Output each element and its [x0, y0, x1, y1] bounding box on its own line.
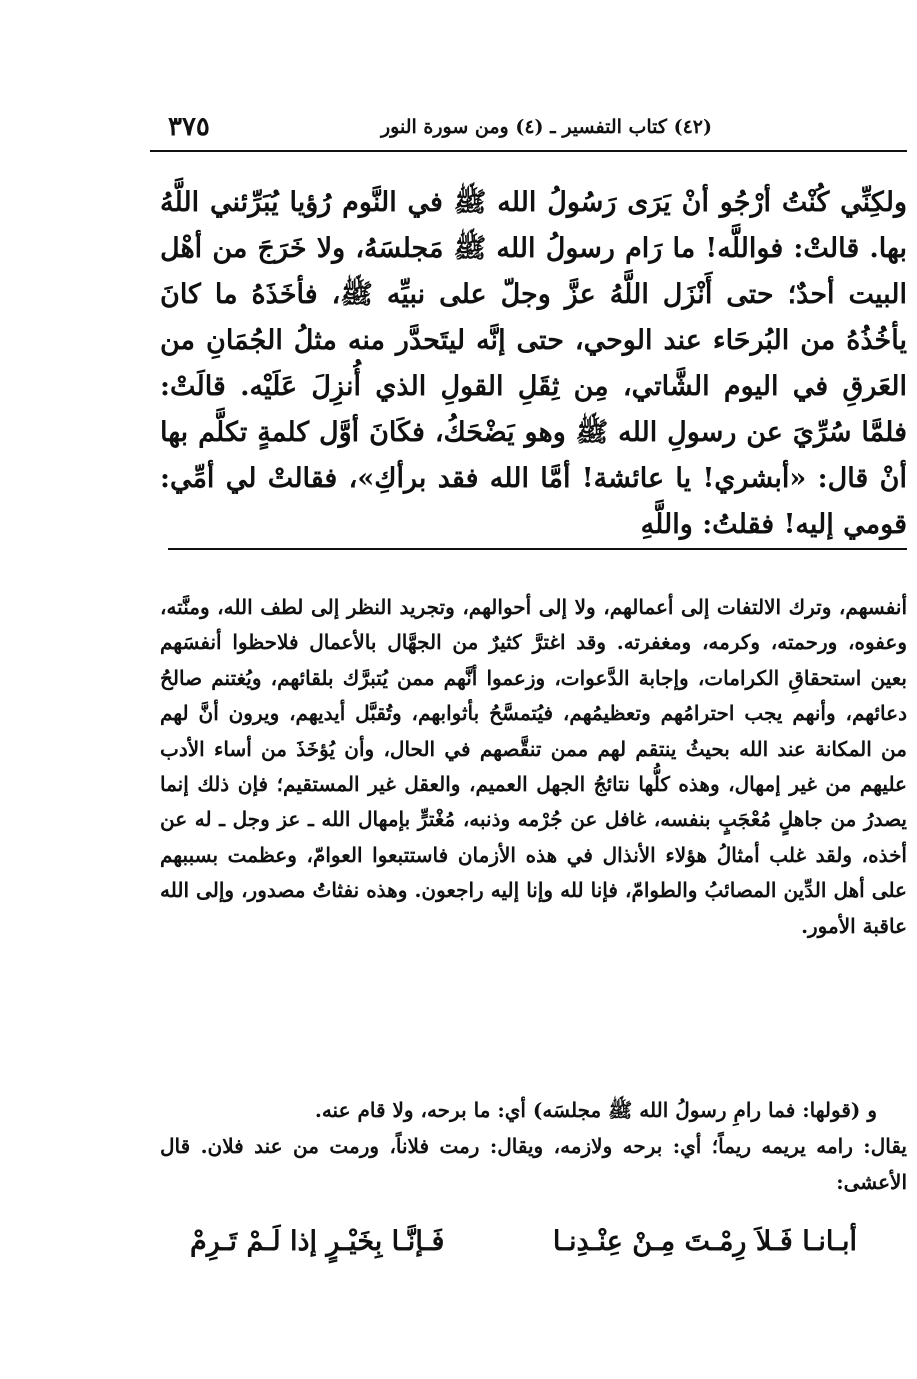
poem-second-hemistich: فَـإنَّـا بِخَيْـرٍ إذا لَـمْ تَـرِمْ: [190, 1226, 445, 1257]
poem-first-hemistich: أبـانـا فَـلاَ رِمْـتَ مِـنْ عِنْـدِنـا: [552, 1226, 857, 1257]
main-paragraph: ولكِنِّي كُنْتُ أرْجُو أنْ يَرَى رَسُولُ الله ﷺ في النَّوم رُؤيا يُبَرِّئني اللَّهُ بها. قالتْ: فواللَّه! ما رَام رسولُ الله ﷺ مَجلسَهُ، ولا خَرَجَ من أهْل البيت أحدٌ؛ حتى أَنْزَل اللَّهُ عزَّ وجلّ على نبيِّه ﷺ، فأخَذَهُ ما كانَ يأخُذُهُ من البُرحَاء عند الوحي، حتى إنَّه ليتَحدَّر منه مثلُ الجُمَانِ من العَرقِ في اليوم الشَّاتي، مِن ثِقَلِ القولِ الذي أُنزِلَ عَلَيْه. قالَتْ: فلمَّا سُرِّيَ عن رسولِ الله ﷺ وهو يَضْحَكُ، فكَانَ أوَّل كلمةٍ تكلَّم بها أنْ قال: «أبشري! يا عائشة! أمَّا الله فقد برأكِ»، فقالتْ لي أمِّي: قومي إليه! فقلتُ: واللَّهِ: [160, 187, 907, 540]
running-title: (٤٢) كتاب التفسير ـ (٤) ومن سورة النور: [381, 116, 712, 138]
commentary-text: [160, 590, 907, 944]
page-number: ٣٧٥: [168, 112, 210, 142]
notes-paragraph-1: و (قولها: فما رامِ رسولُ الله ﷺ مجلسَه) أي: ما برحه، ولا قام عنه.: [314, 1098, 877, 1122]
poetry-verse: [160, 1226, 907, 1272]
header-divider: [150, 150, 907, 152]
main-hadith-text: [160, 180, 907, 548]
commentary-paragraph: أنفسهم، وترك الالتفات إلى أعمالهم، ولا إلى أحوالهم، وتجريد النظر إلى لطف الله، ومنَّته، وعفوه، ورحمته، وكرمه، ومغفرته. وقد اغترَّ كثيرٌ من الجهَّال بالأعمال فلاحظوا أنفسَهم بعين استحقاقِ الكرامات، وإجابة الدَّعوات، وزعموا أنَّهم ممن يُتبرَّك بلقائهم، ويُغتنم صالحُ دعائهم، وأنهم يجب احترامُهم وتعظيمُهم، فيُتمسَّحُ بأثوابهم، وتُقبَّل أيديهم، ويرون أنَّ لهم من المكانة عند الله بحيثُ ينتقم لهم ممن تنقَّصهم في الحال، وأن يُؤخَذَ من أساء الأدب عليهم من غير إمهال، وهذه كلُّها نتائجُ الجهل العميم، والعقل غير المستقيم؛ فإن ذلك إنما يصدرُ من جاهلٍ مُعْجَبٍ بنفسه، غافل عن جُرْمه وذنبه، مُغْترٍّ بإمهال الله ـ عز وجل ـ له عن أخذه، ولقد غلب أمثالُ هؤلاء الأنذال في هذه الأزمان فاستتبعوا العوامّ، وعظمت بسببهم على أهل الدِّين المصائبُ والطوامّ، فإنا لله وإنا إليه راجعون. وهذه نفثاتُ مصدور، وإلى الله عاقبة الأمور.: [160, 595, 907, 938]
notes-paragraph-2: يقال: رامه يريمه ريماً؛ أي: برحه ولازمه، ويقال: رمت فلاناً، ورمت من عند فلان. قال الأعشى:: [160, 1134, 907, 1194]
page-header: [150, 112, 907, 148]
explanation-notes: [160, 1092, 907, 1200]
section-divider: [168, 548, 907, 550]
